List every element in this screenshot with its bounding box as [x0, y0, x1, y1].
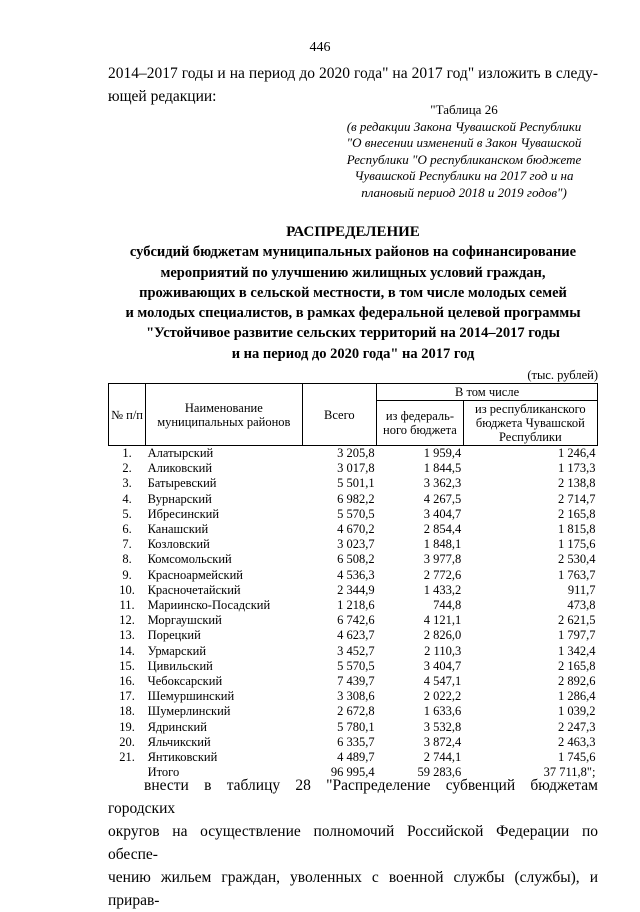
republic-value: 2 892,6	[558, 674, 596, 689]
total-value: 6 742,6	[337, 613, 375, 628]
row-number: 5.	[122, 506, 132, 521]
district-name: Красноармейский	[147, 567, 243, 582]
total-value: 5 780,1	[337, 719, 375, 734]
republic-value: 1 342,4	[558, 643, 596, 658]
row-number: 15.	[119, 658, 135, 673]
caption-note-line: (в редакции Закона Чувашской Республики	[346, 118, 582, 134]
federal-value: 3 977,8	[423, 552, 462, 567]
table-row	[109, 735, 598, 750]
row-number: 8.	[122, 552, 132, 567]
table-row	[109, 613, 598, 628]
district-name: Цивильский	[147, 658, 213, 673]
table-row	[109, 537, 598, 552]
table-row	[109, 461, 598, 476]
row-number: 3.	[122, 476, 132, 491]
total-value: 3 452,7	[337, 643, 375, 658]
republic-value: 473,8	[567, 598, 596, 613]
republic-value: 2 247,3	[558, 719, 596, 734]
total-value: 5 501,1	[337, 476, 375, 491]
republic-value: 37 711,8";	[543, 765, 596, 780]
row-number: 16.	[119, 674, 135, 689]
republic-value: 1 246,4	[558, 446, 596, 460]
intro-line-1: 2014–2017 годы и на период до 2020 года" на 2017 год" изложить в следу-	[108, 65, 598, 82]
table-row	[109, 750, 598, 765]
federal-value: 4 267,5	[423, 491, 462, 506]
total-value: 3 017,8	[337, 461, 375, 476]
total-value: 4 623,7	[337, 628, 375, 643]
republic-value: 1 815,8	[558, 522, 596, 537]
district-name: Шемуршинский	[147, 689, 235, 704]
table-row	[109, 644, 598, 659]
caption-note-line: плановый период 2018 и 2019 годов")	[361, 184, 567, 200]
outro-line-1: внести в таблицу 28 "Распределение субвенций бюджетам городских	[108, 777, 598, 817]
republic-value: 1 175,6	[558, 537, 596, 552]
total-value: 7 439,7	[337, 674, 375, 689]
row-number: 21.	[119, 750, 135, 765]
row-number: 19.	[119, 719, 135, 734]
row-number: 1.	[122, 446, 132, 460]
table-row	[109, 476, 598, 491]
district-name: Янтиковский	[147, 750, 218, 765]
table-row	[109, 492, 598, 507]
republic-value: 1 745,6	[558, 750, 596, 765]
table-row	[109, 628, 598, 643]
republic-value: 2 621,5	[558, 613, 596, 628]
district-name: Урмарский	[147, 643, 207, 658]
table-caption-name: "Таблица 26	[430, 102, 498, 117]
federal-value: 744,8	[433, 598, 462, 613]
table-row	[109, 659, 598, 674]
total-value: 4 536,3	[337, 567, 375, 582]
table-row	[109, 552, 598, 567]
total-value: 2 672,8	[337, 704, 375, 719]
row-number: 13.	[119, 628, 135, 643]
heading-subtitle-line: проживающих в сельской местности, в том числе молодых семей	[139, 284, 567, 301]
republic-value: 1 173,3	[558, 461, 596, 476]
row-number: 4.	[122, 491, 132, 506]
outro-line-2: округов на осуществление полномочий Российской Федерации по обеспе-	[108, 823, 598, 863]
row-number: 7.	[122, 537, 132, 552]
total-value: 3 205,8	[337, 446, 375, 460]
federal-value: 3 362,3	[423, 476, 462, 491]
table-row	[109, 583, 598, 598]
row-number: 10.	[119, 582, 135, 597]
district-name: Ядринский	[147, 719, 207, 734]
republic-value: 1 286,4	[558, 689, 596, 704]
header-federal: из федераль- ного бюджета	[377, 401, 464, 446]
header-name: Наименование муниципальных районов	[146, 384, 302, 446]
row-number: 18.	[119, 704, 135, 719]
caption-note-line: Чувашской Республики на 2017 год и на	[354, 168, 574, 183]
table-caption	[330, 102, 598, 201]
caption-note-line: Республики "О республиканском бюджете	[346, 151, 582, 167]
total-value: 96 995,4	[330, 765, 375, 780]
caption-note-line: "О внесении изменений в Закон Чувашской	[346, 135, 582, 150]
federal-value: 1 433,2	[423, 582, 462, 597]
federal-value: 2 772,6	[423, 567, 462, 582]
outro-line-3: чению жильем граждан, уволенных с военной службы (службы), и прирав-	[108, 869, 598, 909]
table-row	[109, 522, 598, 537]
table-row	[109, 507, 598, 522]
page-number: 446	[309, 40, 331, 55]
district-name: Батыревский	[147, 476, 217, 491]
district-name: Порецкий	[147, 628, 201, 643]
heading-subtitle-line: мероприятий по улучшению жилищных условий граждан,	[160, 264, 546, 281]
row-number: 9.	[122, 567, 132, 582]
total-value: 4 489,7	[337, 750, 375, 765]
federal-value: 3 872,4	[423, 734, 462, 749]
total-value: 5 570,5	[337, 506, 375, 521]
total-value: 5 570,5	[337, 658, 375, 673]
units-label: (тыс. рублей)	[527, 368, 598, 382]
table-row	[109, 674, 598, 689]
heading-subtitle-line: субсидий бюджетам муниципальных районов на софинансирование	[129, 244, 577, 261]
total-value: 6 982,2	[337, 491, 375, 506]
row-number: 2.	[122, 461, 132, 476]
heading-subtitle-line: и на период до 2020 года" на 2017 год	[231, 345, 475, 362]
document-heading	[108, 222, 598, 364]
federal-value: 59 283,6	[417, 765, 462, 780]
district-name: Аликовский	[147, 461, 213, 476]
total-value: 1 218,6	[337, 598, 375, 613]
total-value: 4 670,2	[337, 522, 375, 537]
republic-value: 1 797,7	[558, 628, 596, 643]
republic-value: 1 039,2	[558, 704, 596, 719]
table-row	[109, 704, 598, 719]
subsidy-table	[108, 383, 598, 780]
district-name: Козловский	[147, 537, 210, 552]
republic-value: 1 763,7	[558, 567, 596, 582]
district-name: Ибресинский	[147, 506, 220, 521]
district-name: Красночетайский	[147, 582, 241, 597]
federal-value: 3 532,8	[423, 719, 462, 734]
district-name: Вурнарский	[147, 491, 212, 506]
row-number: 11.	[119, 598, 135, 613]
table-body	[109, 446, 598, 781]
row-number: 14.	[119, 643, 135, 658]
republic-value: 2 138,8	[558, 476, 596, 491]
table-row	[109, 568, 598, 583]
outro-paragraph	[108, 774, 598, 912]
row-number: 12.	[119, 613, 135, 628]
total-value: 3 023,7	[337, 537, 375, 552]
table-row	[109, 598, 598, 613]
district-name: Комсомольский	[147, 552, 232, 567]
row-number: 20.	[119, 734, 135, 749]
federal-value: 4 121,1	[423, 613, 462, 628]
federal-value: 1 633,6	[423, 704, 462, 719]
district-name: Канашский	[147, 522, 209, 537]
district-name: Моргаушский	[147, 613, 222, 628]
federal-value: 3 404,7	[423, 658, 462, 673]
header-including: В том числе	[377, 384, 598, 401]
total-value: 6 335,7	[337, 734, 375, 749]
federal-value: 2 110,3	[424, 643, 462, 658]
federal-value: 2 854,4	[423, 522, 462, 537]
federal-value: 1 844,5	[423, 461, 462, 476]
federal-value: 3 404,7	[423, 506, 462, 521]
district-name: Итого	[147, 765, 180, 780]
district-name: Алатырский	[147, 446, 214, 460]
republic-value: 2 165,8	[558, 658, 596, 673]
federal-value: 2 744,1	[423, 750, 462, 765]
republic-value: 2 165,8	[558, 506, 596, 521]
district-name: Яльчикский	[147, 734, 211, 749]
table-row	[109, 720, 598, 735]
district-name: Мариинско-Посадский	[147, 598, 271, 613]
federal-value: 2 826,0	[423, 628, 462, 643]
header-republic: из республиканского бюджета Чувашской Республики	[463, 401, 597, 446]
intro-line-2: ющей редакции:	[108, 88, 217, 105]
federal-value: 2 022,2	[423, 689, 462, 704]
table-row	[109, 689, 598, 704]
heading-subtitle-line: "Устойчивое развитие сельских территорий на 2014–2017 годы	[146, 325, 560, 342]
district-name: Шумерлинский	[147, 704, 231, 719]
federal-value: 1 959,4	[423, 446, 462, 460]
header-total: Всего	[302, 384, 377, 446]
federal-value: 1 848,1	[423, 537, 462, 552]
total-value: 2 344,9	[337, 582, 375, 597]
heading-title: РАСПРЕДЕЛЕНИЕ	[286, 224, 420, 240]
district-name: Чебоксарский	[147, 674, 223, 689]
header-num: № п/п	[109, 384, 146, 446]
table-row	[109, 446, 598, 462]
total-value: 6 508,2	[337, 552, 375, 567]
republic-value: 2 714,7	[558, 491, 596, 506]
republic-value: 911,7	[567, 582, 596, 597]
total-value: 3 308,6	[337, 689, 375, 704]
row-number: 6.	[122, 522, 132, 537]
heading-subtitle-line: и молодых специалистов, в рамках федеральной целевой программы	[125, 305, 581, 322]
row-number: 17.	[119, 689, 135, 704]
republic-value: 2 530,4	[558, 552, 596, 567]
republic-value: 2 463,3	[558, 734, 596, 749]
federal-value: 4 547,1	[423, 674, 462, 689]
